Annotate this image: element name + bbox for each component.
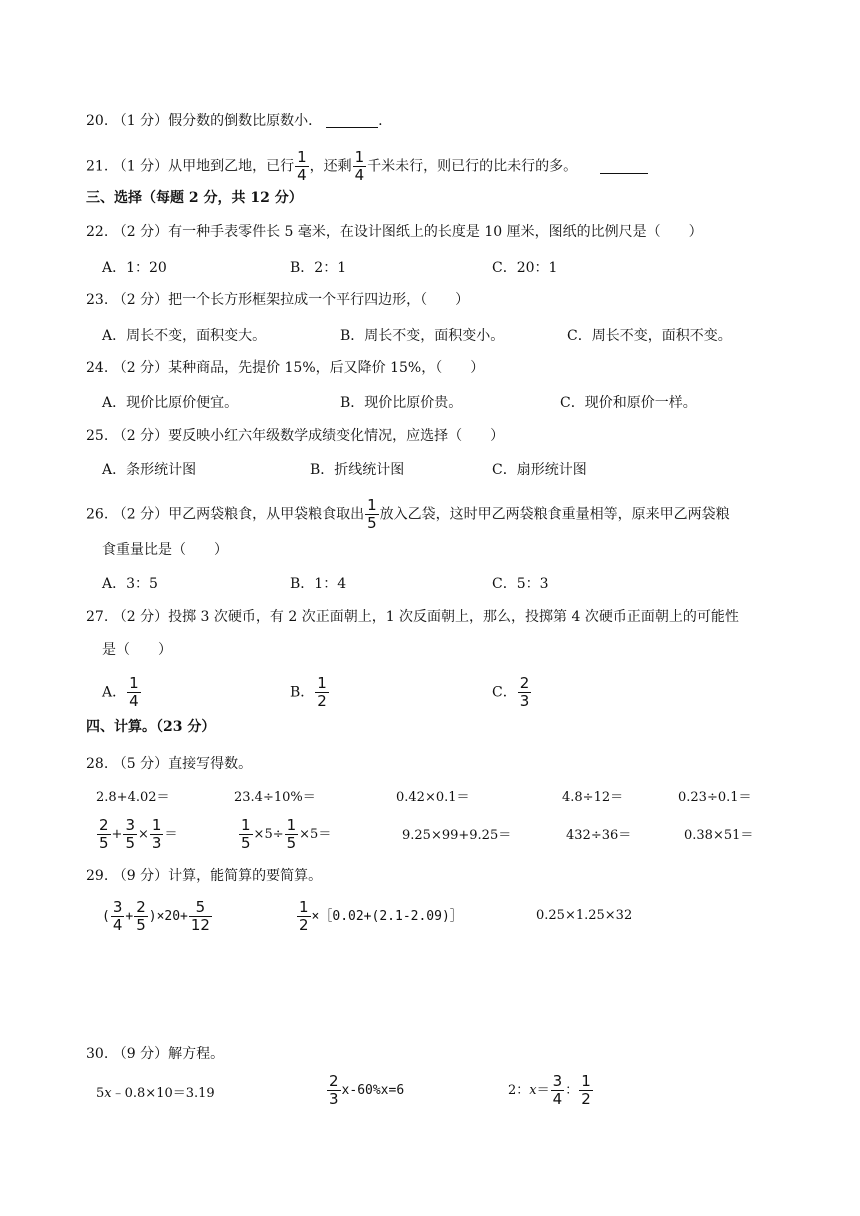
question-text: （5 分）直接写得数。 <box>112 756 253 772</box>
equation: 2：x＝ $\frac{3}{4}$ ： $\frac{1}{2}$ <box>508 1072 591 1108</box>
question-text: （2 分）投掷 3 次硬币，有 2 次正面朝上，1 次反面朝上，那么，投掷第 4 次硬币正面朝上的可能性 <box>112 609 739 625</box>
fraction: $\frac{3}{4}$ <box>112 898 123 934</box>
calc-item: 2.8+4.02＝ <box>96 790 170 805</box>
option-c[interactable]: C．现价和原价一样。 <box>560 395 697 411</box>
question-number: 28. <box>86 756 109 772</box>
question-number: 27. <box>86 609 109 625</box>
question-25 <box>86 426 504 446</box>
answer-blank[interactable] <box>326 113 378 128</box>
question-number: 23. <box>86 292 109 308</box>
option-c[interactable]: C．扇形统计图 <box>492 462 587 478</box>
fraction: $\frac{1}{2}$ <box>299 898 309 934</box>
fraction: $\frac{1}{2}$ <box>317 674 327 710</box>
option-b[interactable]: B．折线统计图 <box>310 462 405 478</box>
calc-item: 23.4÷10%＝ <box>234 790 316 805</box>
calc-item: 0.23÷0.1＝ <box>678 790 752 805</box>
option-a[interactable]: A．周长不变，面积变大。 <box>102 328 267 344</box>
fraction: $\frac{3}{5}$ <box>125 816 135 852</box>
calc-item: $\frac{2}{5}$ + $\frac{3}{5}$ × $\frac{1}{3}$ ＝ <box>99 816 178 852</box>
expression: ( $\frac{3}{4}$ + $\frac{2}{5}$ )×20+ $\frac{5}{12}$ <box>102 898 210 934</box>
option-b[interactable]: B．周长不变，面积变小。 <box>340 328 505 344</box>
question-20: 20. （1 分）假分数的倒数比原数小． . <box>86 113 383 129</box>
question-number: 22. <box>86 224 109 240</box>
question-28 <box>86 754 252 774</box>
question-text: （1 分）假分数的倒数比原数小． <box>112 113 323 129</box>
option-c[interactable]: C．周长不变，面积不变。 <box>567 328 732 344</box>
fraction: $\frac{2}{5}$ <box>136 898 146 934</box>
option-a[interactable]: A．1：20 <box>102 260 167 276</box>
question-23 <box>86 290 469 310</box>
question-24 <box>86 358 484 378</box>
question-21: 21. （1 分）从甲地到乙地，已行 $\frac{1}{4}$ ，还剩 $\frac{1}{4}$ 千米未行，则已行的比未行的多。 <box>86 150 648 183</box>
option-b[interactable]: B．现价比原价贵。 <box>340 395 463 411</box>
question-number: 25. <box>86 428 109 444</box>
question-text: （2 分）把一个长方形框架拉成一个平行四边形，（ ） <box>112 292 470 308</box>
question-text-cont: 食重量比是（ ） <box>102 542 228 558</box>
option-c[interactable]: C． $\frac{2}{3}$ <box>492 674 530 710</box>
fraction: $\frac{1}{2}$ <box>581 1072 591 1108</box>
option-b[interactable]: B．1：4 <box>290 576 347 592</box>
fraction: $\frac{5}{12}$ <box>190 898 210 934</box>
option-c[interactable]: C．5：3 <box>492 576 549 592</box>
fraction: $\frac{1}{5}$ <box>241 816 251 852</box>
question-text: （9 分）计算，能简算的要简算。 <box>112 868 323 884</box>
fraction: $\frac{1}{3}$ <box>151 816 162 852</box>
option-b[interactable]: B． $\frac{1}{2}$ <box>290 674 327 710</box>
fraction: $\frac{3}{4}$ <box>552 1072 563 1108</box>
equation: $\frac{2}{3}$ x-60%x=6 <box>329 1072 405 1108</box>
question-26: 26. （2 分）甲乙两袋粮食，从甲袋粮食取出 $\frac{1}{5}$ 放入乙袋，这时甲乙两袋粮食重量相等，原来甲乙两袋粮 <box>86 496 730 532</box>
calc-item: 9.25×99+9.25＝ <box>402 828 512 843</box>
calc-item: 0.42×0.1＝ <box>396 790 470 805</box>
question-30 <box>86 1044 224 1064</box>
calc-item: 4.8÷12＝ <box>562 790 624 805</box>
question-number: 29. <box>86 868 109 884</box>
section-title: 四、计算。（23 分） <box>86 719 216 735</box>
fraction: $\frac{1}{4}$ <box>354 148 365 184</box>
calc-item: 432÷36＝ <box>566 828 632 843</box>
question-text: （1 分）从甲地到乙地，已行 <box>112 158 295 175</box>
fraction: $\frac{1}{4}$ <box>129 674 139 710</box>
fraction: $\frac{1}{5}$ <box>286 816 297 852</box>
fraction: $\frac{1}{5}$ <box>367 496 377 532</box>
question-number: 20. <box>86 113 109 129</box>
expression: 0.25×1.25×32 <box>536 908 633 923</box>
option-a[interactable]: A．现价比原价便宜。 <box>102 395 239 411</box>
question-22 <box>86 222 703 242</box>
question-number: 24. <box>86 360 109 376</box>
option-b[interactable]: B．2：1 <box>290 260 347 276</box>
option-a[interactable]: A．条形统计图 <box>102 462 197 478</box>
option-c[interactable]: C．20：1 <box>492 260 558 276</box>
fraction: $\frac{2}{3}$ <box>329 1072 339 1108</box>
calc-item: 0.38×51＝ <box>684 828 754 843</box>
question-27 <box>86 607 739 627</box>
answer-blank[interactable] <box>600 159 648 174</box>
fraction: $\frac{1}{4}$ <box>297 148 307 184</box>
question-number: 30. <box>86 1046 109 1062</box>
expression: $\frac{1}{2}$ ×［0.02+(2.1-2.09)］ <box>299 898 463 934</box>
question-text: （2 分）甲乙两袋粮食，从甲袋粮食取出 <box>112 506 365 523</box>
calc-item: $\frac{1}{5}$ ×5÷ $\frac{1}{5}$ ×5＝ <box>241 816 332 852</box>
fraction: $\frac{2}{3}$ <box>519 674 530 710</box>
question-text: （2 分）某种商品，先提价 15%，后又降价 15%，（ ） <box>112 360 485 376</box>
option-a[interactable]: A．3：5 <box>102 576 158 592</box>
question-number: 26. <box>86 506 109 523</box>
question-text: （2 分）有一种手表零件长 5 毫米，在设计图纸上的长度是 10 厘米，图纸的比例尺是（ ） <box>112 224 703 240</box>
option-a[interactable]: A． $\frac{1}{4}$ <box>102 674 139 710</box>
question-text-cont: 是（ ） <box>102 642 172 658</box>
fraction: $\frac{2}{5}$ <box>99 816 109 852</box>
question-29 <box>86 866 322 886</box>
question-text: （2 分）要反映小红六年级数学成绩变化情况，应选择（ ） <box>112 428 505 444</box>
question-number: 21. <box>86 158 109 175</box>
question-text: （9 分）解方程。 <box>112 1046 225 1062</box>
section-title: 三、选择（每题 2 分，共 12 分） <box>86 190 303 206</box>
equation: 5x﹣0.8×10＝3.19 <box>96 1086 215 1101</box>
